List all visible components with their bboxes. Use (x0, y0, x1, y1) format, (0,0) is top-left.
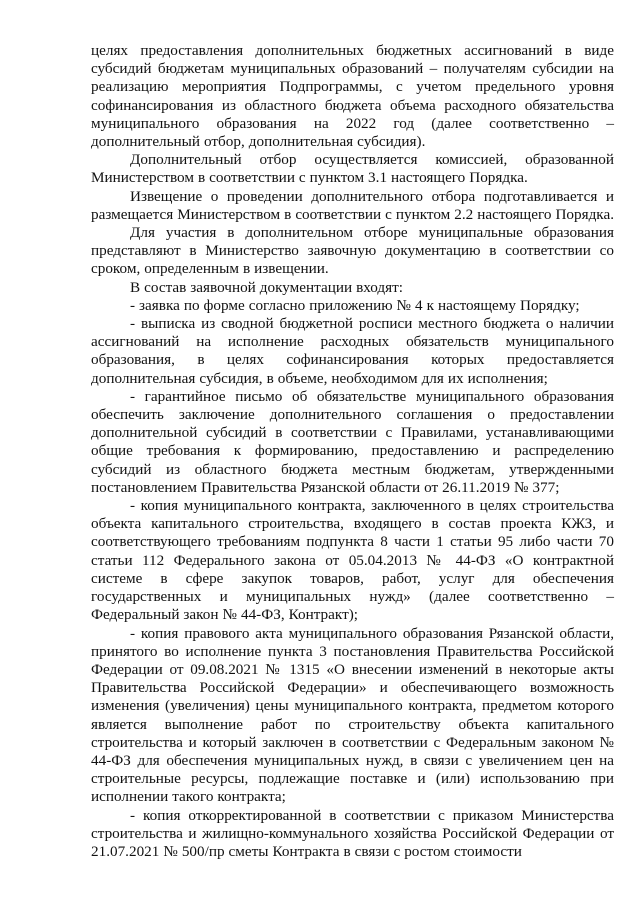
list-item-budget-extract: - выписка из сводной бюджетной росписи местного бюджета о наличии ассигнований на исполнение расходных обязательств муниципального образования, в целях софинансирования которых предоставляется дополнительная субсидия, в объеме, необходимом для их исполнения; (91, 315, 614, 387)
paragraph-3: Извещение о проведении дополнительного отбора подготавливается и размещается Министерством в соответствии с пунктом 2.2 настоящего Порядка. (91, 187, 614, 223)
list-item-application: - заявка по форме согласно приложению № 4 к настоящему Порядку; (130, 296, 580, 314)
list-item-contract-copy: - копия муниципального контракта, заключенного в целях строительства объекта капитального строительства, входящего в состав проекта КЖЗ, и соответствующего требованиям подпункта 8 части 1 статьи 95 либо части 70 статьи 112 Федерального закона от 05.04.2013 № 44-ФЗ «О контрактной системе в сфере закупок товаров, работ, услуг для обеспечения государственных и муниципальных нужд» (далее соответственно – Федеральный закон № 44-ФЗ, Контракт); (91, 497, 614, 624)
paragraph-1: целях предоставления дополнительных бюджетных ассигнований в виде субсидий бюджетам муниципальных образований – получателям субсидии на реализацию мероприятия Подпрограммы, с учетом предельного уровня софинансирования из областного бюджета объема расходного обязательства муниципального образования на 2022 год (далее соответственно – дополнительный отбор, дополнительная субсидия). (91, 42, 614, 151)
paragraph-4: Для участия в дополнительном отборе муниципальные образования представляют в Министерство заявочную документацию в соответствии со сроком, определенным в извещении. (91, 224, 614, 278)
paragraph-2: Дополнительный отбор осуществляется комиссией, образованной Министерством в соответствии с пунктом 3.1 настоящего Порядка. (91, 151, 614, 187)
list-item-estimate-copy: - копия откорректированной в соответствии с приказом Министерства строительства и жилищно-коммунального хозяйства Российской Федерации от 21.07.2021 № 500/пр сметы Контракта в связи с ростом стоимости (91, 806, 614, 860)
list-item-legal-act-copy: - копия правового акта муниципального образования Рязанской области, принятого во исполнение пункта 3 постановления Правительства Российской Федерации от 09.08.2021 № 1315 «О внесении изменений в некоторые акты Правительства Российской Федерации» и обеспечивающего возможность изменения (увеличения) цены муниципального контракта, предметом которого является выполнение работ по строительству объекта капитального строительства и который заключен в соответствии с Федеральным законом № 44-ФЗ для обеспечения муниципальных нужд, в связи с увеличением цен на строительные ресурсы, подлежащие поставке и (или) использованию при исполнении такого контракта; (91, 624, 614, 806)
paragraph-5: В состав заявочной документации входят: (130, 278, 404, 296)
list-item-guarantee-letter: - гарантийное письмо об обязательстве муниципального образования обеспечить заключение дополнительного соглашения о предоставлении дополнительной субсидий в соответствии с Правилами, устанавливающими общие требования к формированию, предоставлению и распределению субсидий из областного бюджета местным бюджетам, утвержденными постановлением Правительства Рязанской области от 26.11.2019 № 377; (91, 387, 614, 496)
